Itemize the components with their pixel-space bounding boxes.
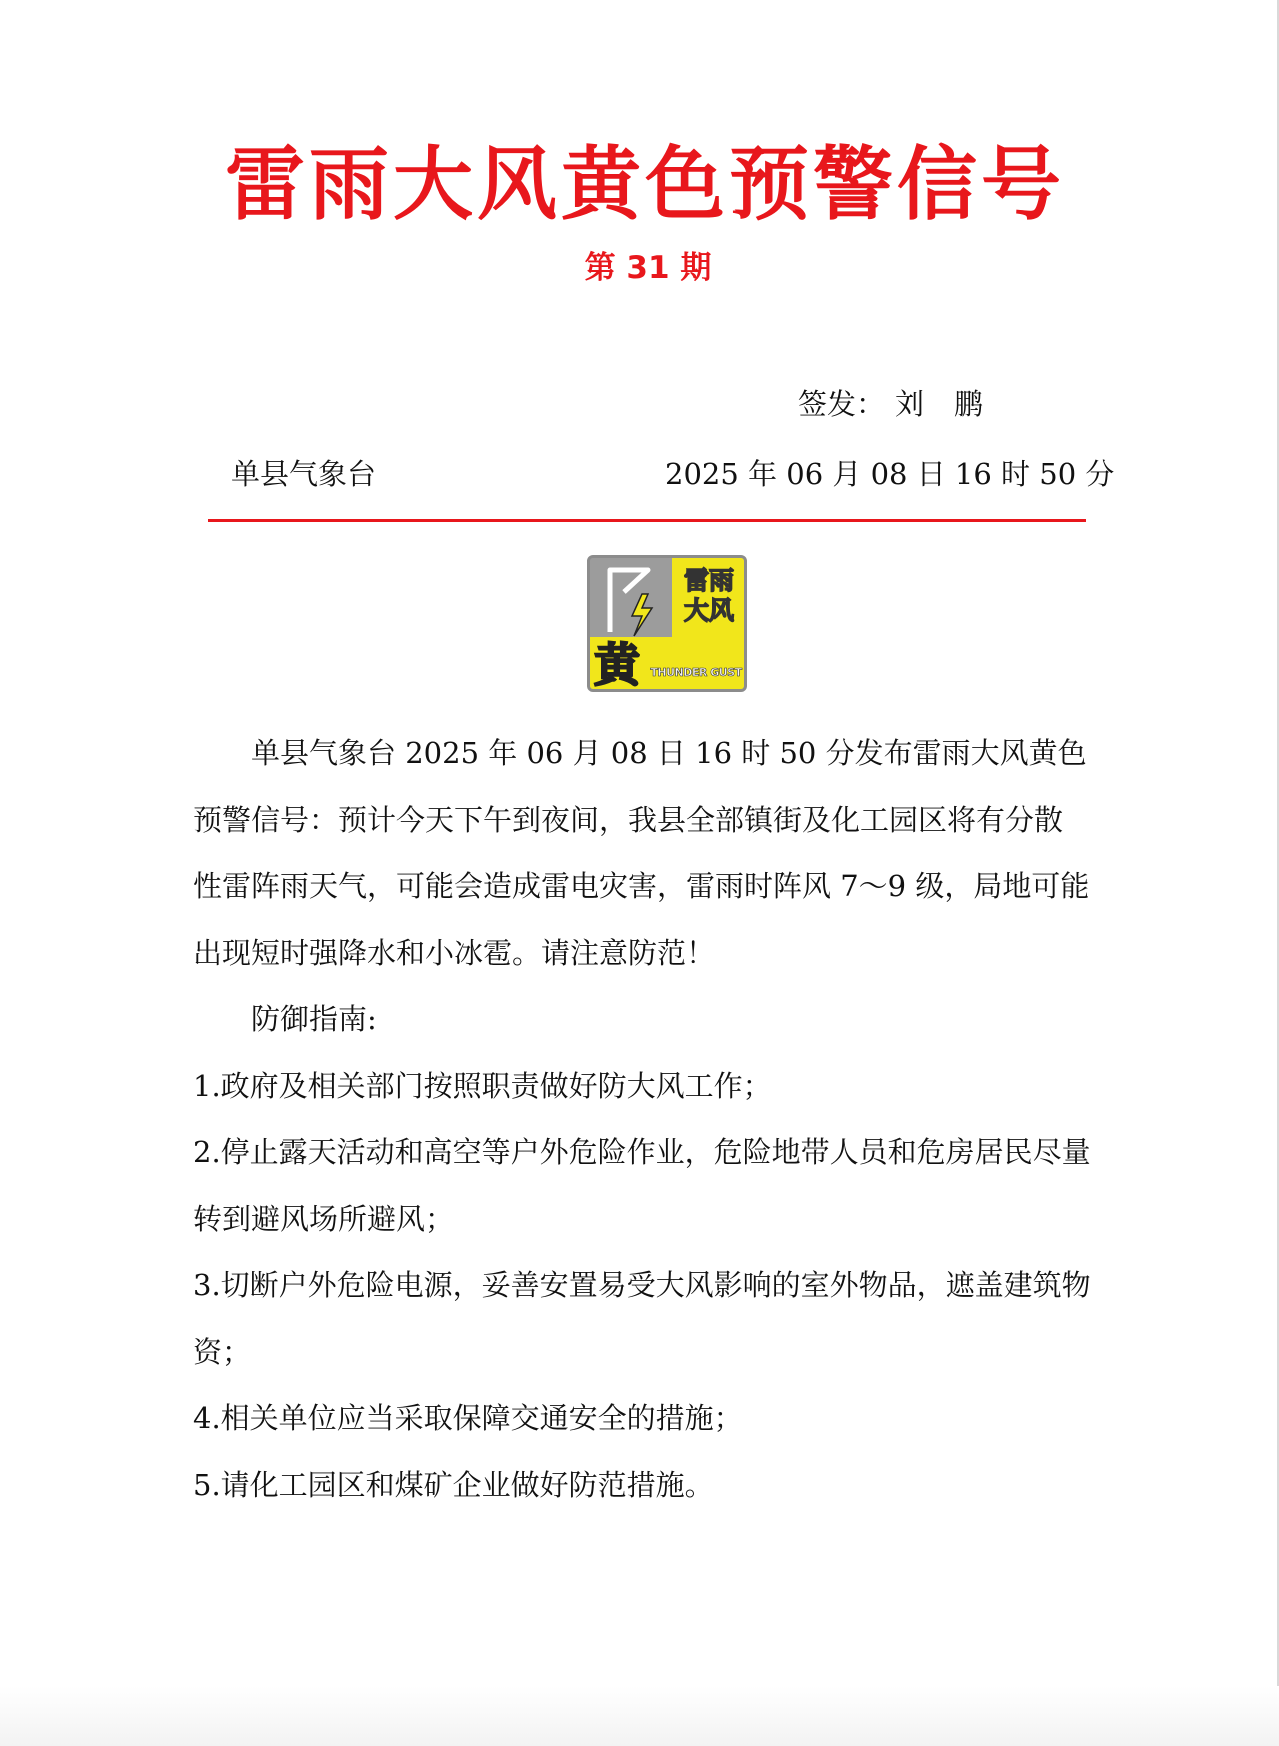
icon-english-text: THUNDER GUST — [650, 666, 742, 679]
icon-category-line-2: 大风 — [683, 596, 734, 625]
issue-datetime: 2025 年 06 月 08 日 16 时 50 分 — [665, 457, 1115, 491]
header-divider — [208, 519, 1086, 522]
icon-category-text — [674, 566, 744, 626]
issue-number: 第 31 期 — [584, 250, 712, 286]
issuing-office: 单县气象台 — [231, 457, 377, 491]
intro-paragraph: 单县气象台 2025 年 06 月 08 日 16 时 50 分发布雷雨大风黄色预警信号：预计今天下午到夜间，我县全部镇街及化工园区将有分散性雷阵雨天气，可能会造成雷电灾害，雷雨时阵风 7～9 级，局地可能出现短时强降水和小冰雹。请注意防范！ — [193, 736, 1090, 970]
page-bottom-shadow — [0, 1686, 1279, 1746]
icon-category-line-1: 雷雨 — [683, 566, 734, 595]
guide-item: 1.政府及相关部门按照职责做好防大风工作； — [193, 1068, 772, 1103]
guide-title: 防御指南: — [251, 1002, 377, 1036]
guide-item: 4.相关单位应当采取保障交通安全的措施； — [193, 1401, 743, 1435]
signer-label: 签发： — [798, 387, 886, 421]
thunder-gust-yellow-warning-icon — [587, 555, 747, 692]
guide-item: 5.请化工园区和煤矿企业做好防范措施。 — [193, 1467, 714, 1502]
warning-body — [193, 720, 1091, 1518]
guide-item: 2.停止露天活动和高空等户外危险作业，危险地带人员和危房居民尽量转到避风场所避风； — [193, 1135, 1091, 1236]
signer-name: 刘鹏 — [895, 387, 1014, 421]
icon-level-text: 黄 — [594, 638, 640, 692]
guide-item: 3.切断户外危险电源，妥善安置易受大风影响的室外物品，遮盖建筑物资； — [193, 1268, 1091, 1369]
document-title: 雷雨大风黄色预警信号 — [225, 138, 1065, 231]
signer-line — [798, 387, 1014, 421]
